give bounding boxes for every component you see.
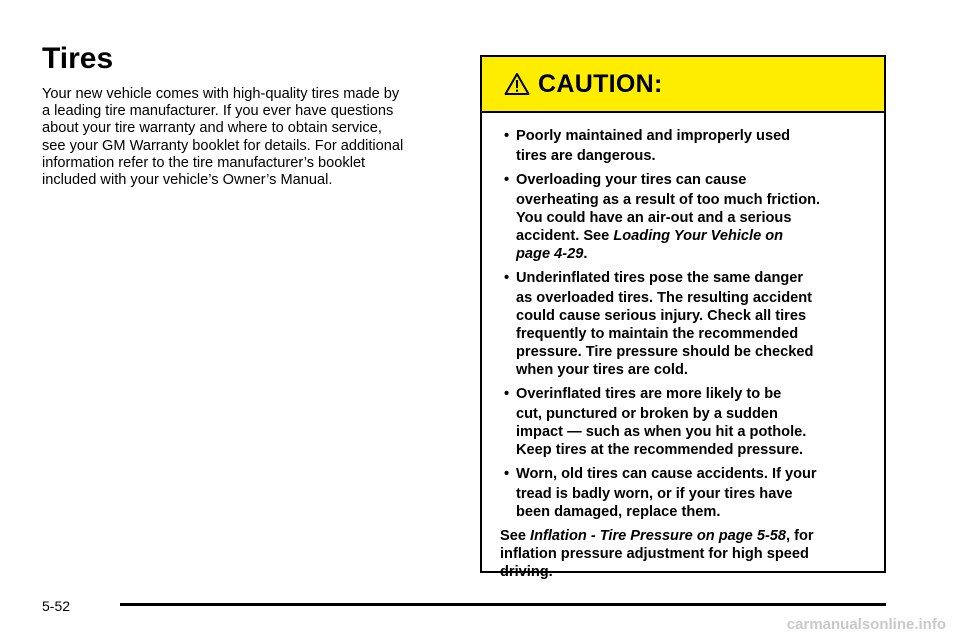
bullet-text: Overloading your tires can cause bbox=[516, 172, 747, 188]
see-text-segment: , for bbox=[786, 528, 814, 544]
page-reference-link[interactable]: page 4-29 bbox=[516, 246, 584, 262]
caution-title: CAUTION: bbox=[538, 69, 663, 98]
see-text: inflation pressure adjustment for high speed bbox=[500, 546, 809, 562]
intro-paragraph bbox=[42, 86, 462, 189]
intro-line: see your GM Warranty booklet for details. For additional bbox=[42, 137, 404, 154]
caution-header bbox=[482, 57, 884, 113]
caution-body bbox=[482, 113, 884, 581]
bullet-text bbox=[516, 227, 866, 245]
page-title: Tires bbox=[42, 42, 114, 75]
see-text: driving. bbox=[500, 564, 553, 580]
bullet-text: Worn, old tires can cause accidents. If your bbox=[516, 466, 817, 482]
page-number: 5-52 bbox=[42, 598, 71, 614]
bullet-text: tread is badly worn, or if your tires have bbox=[516, 486, 793, 502]
bullet-text: Poorly maintained and improperly used bbox=[516, 128, 791, 144]
bullet-text-segment: accident. See bbox=[516, 228, 614, 244]
see-text bbox=[500, 527, 866, 545]
bullet-dot: • bbox=[504, 172, 510, 188]
intro-line: information refer to the tire manufacturer’s booklet bbox=[42, 154, 366, 171]
bullet-dot: • bbox=[504, 270, 510, 286]
intro-line: included with your vehicle’s Owner’s Manual. bbox=[42, 172, 333, 189]
bullet-text: could cause serious injury. Check all tires bbox=[516, 308, 807, 324]
caution-bullet bbox=[500, 171, 866, 263]
bullet-text: been damaged, replace them. bbox=[516, 504, 721, 520]
bullet-text: when your tires are cold. bbox=[516, 362, 688, 378]
bullet-text: Overinflated tires are more likely to be bbox=[516, 386, 782, 402]
bullet-dot: • bbox=[504, 466, 510, 482]
caution-bullet bbox=[500, 385, 866, 459]
bullet-text: Underinflated tires pose the same danger bbox=[516, 270, 804, 286]
bullet-text: frequently to maintain the recommended bbox=[516, 326, 799, 342]
caution-bullet bbox=[500, 269, 866, 379]
intro-line: a leading tire manufacturer. If you ever have questions bbox=[42, 103, 394, 120]
bullet-text bbox=[516, 245, 866, 263]
bullet-text: overheating as a result of too much friction. bbox=[516, 192, 821, 208]
caution-box bbox=[480, 55, 886, 580]
page-reference-link[interactable]: Loading Your Vehicle on bbox=[613, 228, 784, 244]
bullet-text: You could have an air-out and a serious bbox=[516, 210, 792, 226]
warning-triangle-icon bbox=[504, 72, 530, 96]
intro-line: Your new vehicle comes with high-quality tires made by bbox=[42, 86, 400, 102]
bullet-text: as overloaded tires. The resulting accident bbox=[516, 290, 813, 306]
caution-bullet bbox=[500, 465, 866, 521]
bullet-text: cut, punctured or broken by a sudden bbox=[516, 406, 778, 422]
bullet-text: impact — such as when you hit a pothole. bbox=[516, 424, 807, 440]
page-reference-link[interactable]: Inflation - Tire Pressure on page 5-58 bbox=[530, 528, 787, 544]
bullet-dot: • bbox=[504, 128, 510, 144]
footer-rule bbox=[120, 603, 886, 606]
bullet-dot: • bbox=[504, 386, 510, 402]
see-also-note bbox=[500, 527, 866, 581]
watermark: carmanualsonline.info bbox=[786, 616, 946, 633]
bullet-text: tires are dangerous. bbox=[516, 148, 656, 164]
intro-line: about your tire warranty and where to obtain service, bbox=[42, 120, 382, 137]
bullet-text: pressure. Tire pressure should be checked bbox=[516, 344, 814, 360]
caution-bullet bbox=[500, 127, 866, 165]
see-text-segment: See bbox=[500, 528, 531, 544]
bullet-text: Keep tires at the recommended pressure. bbox=[516, 442, 804, 458]
bullet-text-segment: . bbox=[583, 246, 588, 262]
